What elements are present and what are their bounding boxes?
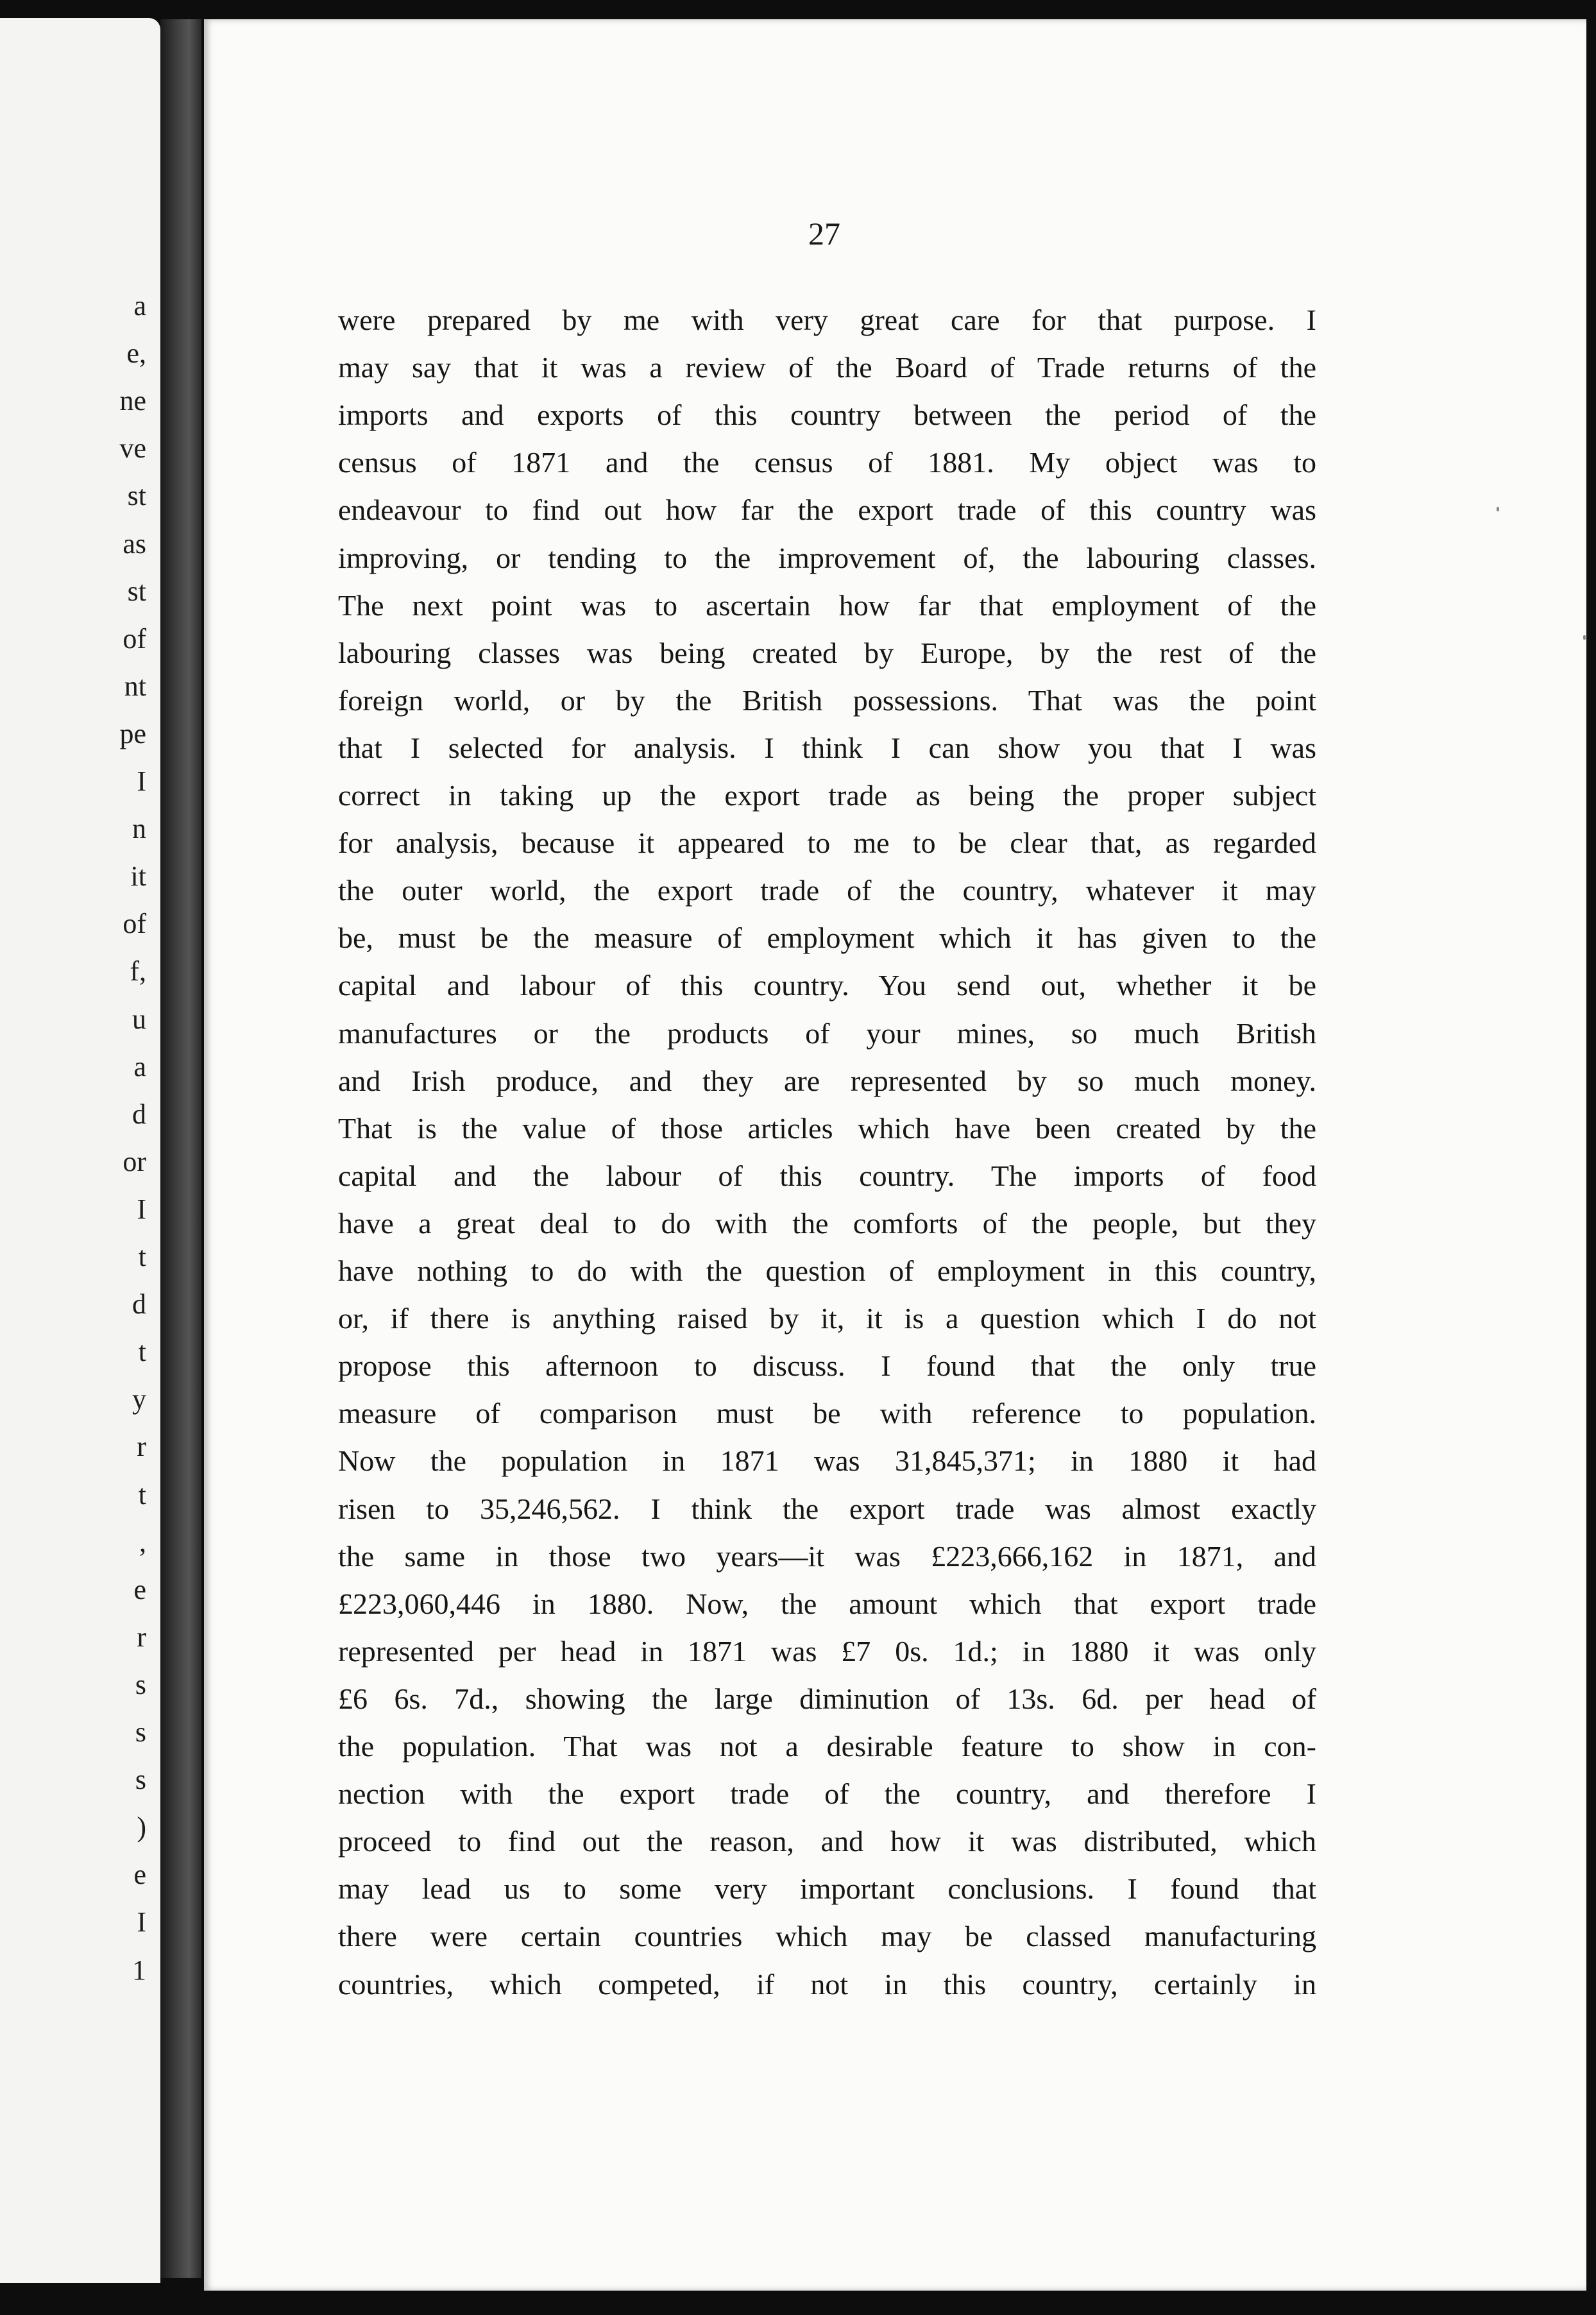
facing-page-line-ending: d [132,1288,146,1320]
text-line: were prepared by me with very great care for that purpose. I [338,303,1316,336]
facing-page-line-ending: s [135,1668,146,1700]
facing-page-line-ending: or [123,1145,146,1177]
facing-page-line-ending: st [127,575,146,607]
text-line: the same in those two years—it was £223,666,162 in 1871, and [338,1539,1316,1573]
facing-page-line-ending: t [138,1241,146,1272]
facing-page-line-ending: nt [124,670,146,702]
facing-page-line-ending: d [132,1098,146,1130]
text-line: the population. That was not a desirable feature to show in con- [338,1730,1316,1763]
facing-page-line-ending: ve [119,432,146,465]
text-line: That is the value of those articles which have been created by the [338,1111,1316,1145]
ink-speck [1497,507,1499,511]
text-line: and Irish produce, and they are represented by so much money. [338,1064,1316,1097]
text-line: £223,060,446 in 1880. Now, the amount which that export trade [338,1587,1316,1620]
facing-page-line-ending: ne [119,385,146,417]
facing-page-line-ending: I [137,1906,146,1938]
text-line: have a great deal to do with the comforts of the people, but they [338,1206,1316,1240]
text-line: be, must be the measure of employment which it has given to the [338,921,1316,955]
facing-page-line-ending: t [138,1478,146,1510]
text-line: £6 6s. 7d., showing the large diminution of 13s. 6d. per head of [338,1682,1316,1715]
facing-page-line-ending: r [137,1621,146,1653]
text-line: propose this afternoon to discuss. I found that the only true [338,1349,1316,1383]
text-line: manufactures or the products of your mines, so much British [338,1016,1316,1050]
text-line: may say that it was a review of the Board of Trade returns of the [338,351,1316,384]
text-line: imports and exports of this country between the period of the [338,398,1316,432]
facing-page-line-ending: r [137,1431,146,1463]
text-line: improving, or tending to the improvement of, the labouring classes. [338,541,1316,574]
text-line: represented per head in 1871 was £7 0s. 1d.; in 1880 it was only [338,1634,1316,1668]
text-line: foreign world, or by the British possessions. That was the point [338,683,1316,717]
facing-page [0,18,160,2283]
facing-page-line-ending: I [137,1193,146,1225]
facing-page-line-ending: f, [130,955,146,987]
text-line: The next point was to ascertain how far that employment of the [338,588,1316,622]
text-line: correct in taking up the export trade as being the proper subject [338,779,1316,812]
text-line: there were certain countries which may be classed manufacturing [338,1920,1316,1953]
text-line: capital and the labour of this country. The imports of food [338,1159,1316,1192]
text-line: endeavour to find out how far the export trade of this country was [338,493,1316,527]
facing-page-line-ending: pe [119,717,146,749]
facing-page-line-ending: , [139,1526,146,1558]
facing-page-line-ending: ) [137,1811,146,1843]
facing-page-line-ending: y [132,1383,146,1415]
text-line: have nothing to do with the question of employment in this country, [338,1254,1316,1287]
text-line: proceed to find out the reason, and how it was distributed, which [338,1825,1316,1858]
facing-page-line-ending: t [138,1336,146,1368]
facing-page-line-ending: n [132,813,146,845]
text-line: risen to 35,246,562. I think the export trade was almost exactly [338,1492,1316,1525]
text-line: nection with the export trade of the country, and therefore I [338,1777,1316,1811]
facing-page-line-ending: e [133,1573,146,1605]
facing-page-line-ending: it [130,860,146,893]
facing-page-line-ending: e, [126,337,146,370]
text-line: countries, which competed, if not in this country, certainly in [338,1967,1316,2001]
page-number: 27 [808,216,840,252]
book-gutter [160,19,201,2278]
facing-page-line-ending: of [123,908,146,940]
text-line: labouring classes was being created by Europe, by the rest of the [338,636,1316,669]
text-line: capital and labour of this country. You send out, whether it be [338,969,1316,1002]
text-line: may lead us to some very important conclusions. I found that [338,1872,1316,1906]
facing-page-line-ending: u [132,1003,146,1035]
facing-page-line-ending: st [127,480,146,512]
facing-page-line-ending: a [133,290,146,321]
facing-page-line-ending: 1 [132,1954,146,1986]
facing-page-line-ending: s [135,1716,146,1748]
facing-page-line-ending: s [135,1764,146,1796]
text-line: measure of comparison must be with reference to population. [338,1397,1316,1430]
ink-speck [1583,635,1586,640]
text-line: that I selected for analysis. I think I can show you that I was [338,731,1316,764]
facing-page-line-ending: a [133,1050,146,1082]
facing-page-line-ending: of [123,622,146,654]
facing-page-line-ending: e [133,1859,146,1891]
text-line: Now the population in 1871 was 31,845,371; in 1880 it had [338,1444,1316,1478]
facing-page-line-ending: I [137,765,146,797]
text-line: or, if there is anything raised by it, it is a question which I do not [338,1302,1316,1335]
text-line: census of 1871 and the census of 1881. My object was to [338,446,1316,479]
facing-page-line-ending: as [123,527,146,560]
text-line: for analysis, because it appeared to me to be clear that, as regarded [338,826,1316,860]
text-line: the outer world, the export trade of the country, whatever it may [338,874,1316,907]
